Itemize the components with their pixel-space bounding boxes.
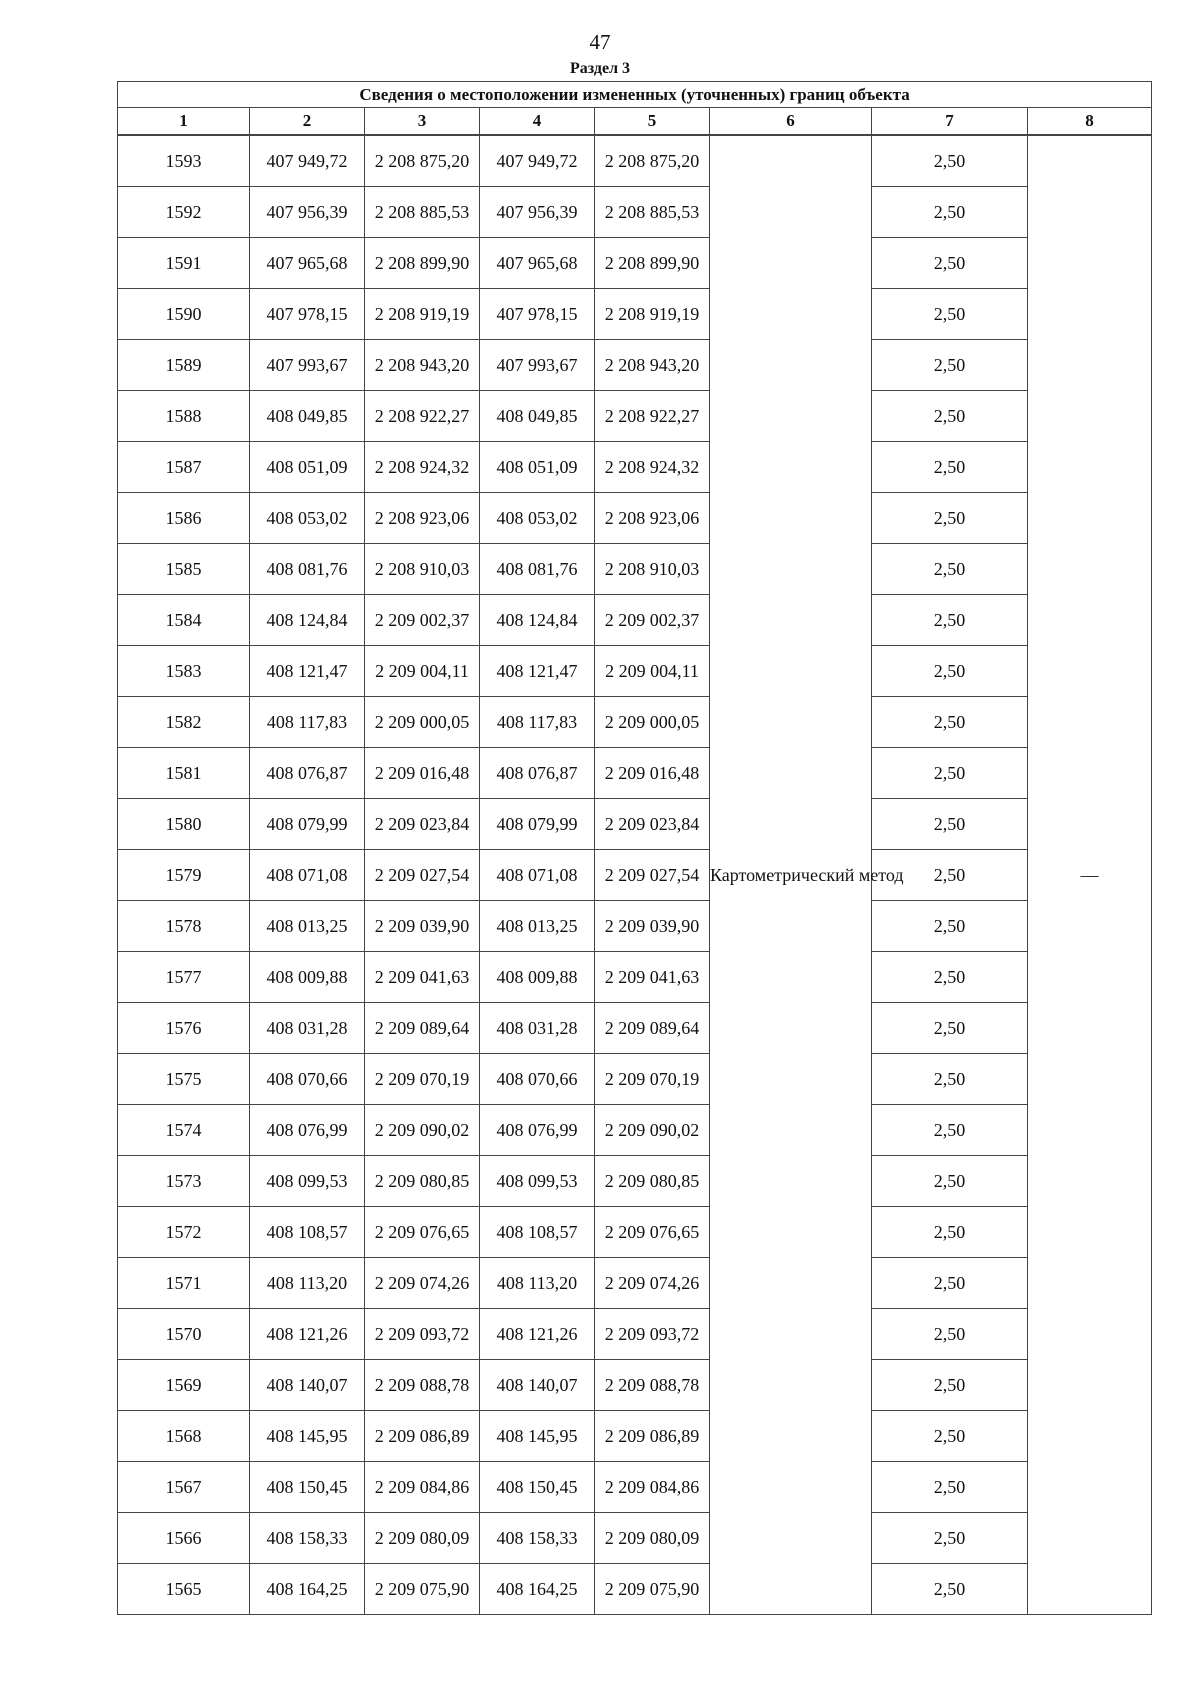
cell-x-new: 408 081,76 <box>480 544 595 595</box>
table-row <box>118 748 1152 799</box>
table-row <box>118 1360 1152 1411</box>
table-row <box>118 1003 1152 1054</box>
cell-y-new: 2 209 080,85 <box>595 1156 710 1207</box>
table-row <box>118 238 1152 289</box>
cell-accuracy: 2,50 <box>872 289 1028 340</box>
cell-y-new: 2 209 039,90 <box>595 901 710 952</box>
cell-accuracy: 2,50 <box>872 187 1028 238</box>
table-row <box>118 799 1152 850</box>
cell-x-new: 408 013,25 <box>480 901 595 952</box>
cell-y-old: 2 209 076,65 <box>365 1207 480 1258</box>
table-row <box>118 1054 1152 1105</box>
column-number: 2 <box>250 108 365 136</box>
cell-accuracy: 2,50 <box>872 1309 1028 1360</box>
cell-x-old: 408 140,07 <box>250 1360 365 1411</box>
cell-accuracy: 2,50 <box>872 646 1028 697</box>
cell-x-new: 408 076,99 <box>480 1105 595 1156</box>
table-caption: Сведения о местоположении измененных (уточненных) границ объекта <box>118 82 1152 108</box>
cell-y-old: 2 209 041,63 <box>365 952 480 1003</box>
cell-x-new: 407 978,15 <box>480 289 595 340</box>
cell-point: 1581 <box>118 748 250 799</box>
cell-accuracy: 2,50 <box>872 1003 1028 1054</box>
cell-x-new: 408 051,09 <box>480 442 595 493</box>
cell-x-new: 407 993,67 <box>480 340 595 391</box>
cell-x-new: 407 956,39 <box>480 187 595 238</box>
cell-y-new: 2 208 899,90 <box>595 238 710 289</box>
cell-x-new: 408 099,53 <box>480 1156 595 1207</box>
cell-accuracy: 2,50 <box>872 697 1028 748</box>
cell-accuracy: 2,50 <box>872 952 1028 1003</box>
column-number: 5 <box>595 108 710 136</box>
cell-y-old: 2 209 090,02 <box>365 1105 480 1156</box>
cell-x-old: 408 076,87 <box>250 748 365 799</box>
cell-y-old: 2 208 885,53 <box>365 187 480 238</box>
cell-point: 1582 <box>118 697 250 748</box>
cell-y-old: 2 209 000,05 <box>365 697 480 748</box>
cell-x-old: 408 031,28 <box>250 1003 365 1054</box>
cell-accuracy: 2,50 <box>872 850 1028 901</box>
cell-point: 1591 <box>118 238 250 289</box>
section-title: Раздел 3 <box>569 60 631 77</box>
table-row <box>118 493 1152 544</box>
table-row <box>118 1462 1152 1513</box>
table-row <box>118 595 1152 646</box>
cell-y-new: 2 209 080,09 <box>595 1513 710 1564</box>
cell-point: 1571 <box>118 1258 250 1309</box>
cell-y-new: 2 209 002,37 <box>595 595 710 646</box>
table-row <box>118 1411 1152 1462</box>
coordinates-table <box>117 81 1152 1615</box>
cell-x-old: 408 121,26 <box>250 1309 365 1360</box>
cell-point: 1583 <box>118 646 250 697</box>
cell-x-old: 408 164,25 <box>250 1564 365 1615</box>
cell-point: 1586 <box>118 493 250 544</box>
cell-point: 1588 <box>118 391 250 442</box>
cell-y-new: 2 209 093,72 <box>595 1309 710 1360</box>
cell-x-old: 408 071,08 <box>250 850 365 901</box>
cell-y-old: 2 209 088,78 <box>365 1360 480 1411</box>
table-row <box>118 1564 1152 1615</box>
table-row <box>118 952 1152 1003</box>
cell-accuracy: 2,50 <box>872 238 1028 289</box>
cell-y-old: 2 208 923,06 <box>365 493 480 544</box>
cell-accuracy: 2,50 <box>872 391 1028 442</box>
cell-x-new: 408 079,99 <box>480 799 595 850</box>
cell-x-new: 408 076,87 <box>480 748 595 799</box>
cell-y-new: 2 209 090,02 <box>595 1105 710 1156</box>
cell-x-new: 408 071,08 <box>480 850 595 901</box>
column-number: 4 <box>480 108 595 136</box>
cell-x-new: 408 053,02 <box>480 493 595 544</box>
cell-x-new: 408 108,57 <box>480 1207 595 1258</box>
cell-point: 1578 <box>118 901 250 952</box>
cell-x-old: 407 956,39 <box>250 187 365 238</box>
cell-accuracy: 2,50 <box>872 340 1028 391</box>
cell-point: 1572 <box>118 1207 250 1258</box>
cell-y-new: 2 209 004,11 <box>595 646 710 697</box>
cell-y-new: 2 208 922,27 <box>595 391 710 442</box>
cell-point: 1575 <box>118 1054 250 1105</box>
cell-accuracy: 2,50 <box>872 1564 1028 1615</box>
cell-y-old: 2 208 899,90 <box>365 238 480 289</box>
cell-accuracy: 2,50 <box>872 901 1028 952</box>
table-body <box>118 135 1152 1615</box>
table-row <box>118 1258 1152 1309</box>
cell-accuracy: 2,50 <box>872 748 1028 799</box>
column-number: 6 <box>710 108 872 136</box>
cell-y-new: 2 209 027,54 <box>595 850 710 901</box>
cell-x-new: 407 949,72 <box>480 135 595 187</box>
cell-y-new: 2 208 923,06 <box>595 493 710 544</box>
cell-accuracy: 2,50 <box>872 1156 1028 1207</box>
cell-y-new: 2 209 074,26 <box>595 1258 710 1309</box>
cell-x-old: 408 076,99 <box>250 1105 365 1156</box>
cell-point: 1589 <box>118 340 250 391</box>
cell-x-new: 408 124,84 <box>480 595 595 646</box>
table-row <box>118 1105 1152 1156</box>
cell-x-old: 408 049,85 <box>250 391 365 442</box>
cell-x-new: 408 121,47 <box>480 646 595 697</box>
cell-point: 1593 <box>118 135 250 187</box>
cell-accuracy: 2,50 <box>872 1411 1028 1462</box>
cell-y-old: 2 208 924,32 <box>365 442 480 493</box>
cell-x-new: 408 113,20 <box>480 1258 595 1309</box>
column-number: 8 <box>1028 108 1152 136</box>
cell-x-new: 408 121,26 <box>480 1309 595 1360</box>
cell-x-new: 407 965,68 <box>480 238 595 289</box>
cell-y-new: 2 208 910,03 <box>595 544 710 595</box>
cell-point: 1569 <box>118 1360 250 1411</box>
cell-y-new: 2 209 086,89 <box>595 1411 710 1462</box>
cell-y-new: 2 209 089,64 <box>595 1003 710 1054</box>
cell-y-old: 2 209 023,84 <box>365 799 480 850</box>
table-row <box>118 544 1152 595</box>
cell-x-old: 408 081,76 <box>250 544 365 595</box>
cell-y-old: 2 208 910,03 <box>365 544 480 595</box>
cell-point: 1576 <box>118 1003 250 1054</box>
cell-y-old: 2 209 080,09 <box>365 1513 480 1564</box>
cell-point: 1566 <box>118 1513 250 1564</box>
cell-point: 1565 <box>118 1564 250 1615</box>
cell-x-old: 407 965,68 <box>250 238 365 289</box>
cell-y-new: 2 208 919,19 <box>595 289 710 340</box>
cell-y-old: 2 209 075,90 <box>365 1564 480 1615</box>
cell-y-new: 2 209 075,90 <box>595 1564 710 1615</box>
cell-x-old: 408 124,84 <box>250 595 365 646</box>
cell-x-new: 408 049,85 <box>480 391 595 442</box>
cell-x-new: 408 031,28 <box>480 1003 595 1054</box>
cell-y-old: 2 209 084,86 <box>365 1462 480 1513</box>
table-row <box>118 1207 1152 1258</box>
cell-x-old: 407 978,15 <box>250 289 365 340</box>
cell-y-old: 2 209 027,54 <box>365 850 480 901</box>
cell-y-old: 2 209 086,89 <box>365 1411 480 1462</box>
cell-y-old: 2 209 093,72 <box>365 1309 480 1360</box>
cell-x-old: 408 121,47 <box>250 646 365 697</box>
cell-point: 1580 <box>118 799 250 850</box>
table-row <box>118 1513 1152 1564</box>
cell-y-old: 2 209 070,19 <box>365 1054 480 1105</box>
method-cell: Картометрический метод <box>710 135 872 1615</box>
cell-accuracy: 2,50 <box>872 1207 1028 1258</box>
table-row <box>118 850 1152 901</box>
cell-x-old: 408 099,53 <box>250 1156 365 1207</box>
table-row <box>118 289 1152 340</box>
cell-point: 1574 <box>118 1105 250 1156</box>
cell-accuracy: 2,50 <box>872 799 1028 850</box>
cell-x-old: 407 949,72 <box>250 135 365 187</box>
cell-y-new: 2 208 924,32 <box>595 442 710 493</box>
cell-y-new: 2 209 023,84 <box>595 799 710 850</box>
cell-y-old: 2 208 943,20 <box>365 340 480 391</box>
cell-y-new: 2 209 088,78 <box>595 1360 710 1411</box>
cell-x-new: 408 140,07 <box>480 1360 595 1411</box>
table-row <box>118 901 1152 952</box>
cell-y-new: 2 209 000,05 <box>595 697 710 748</box>
table-row <box>118 187 1152 238</box>
cell-y-new: 2 209 070,19 <box>595 1054 710 1105</box>
cell-x-new: 408 145,95 <box>480 1411 595 1462</box>
cell-x-old: 408 009,88 <box>250 952 365 1003</box>
cell-x-old: 408 117,83 <box>250 697 365 748</box>
table-row <box>118 1156 1152 1207</box>
table-row <box>118 697 1152 748</box>
cell-point: 1579 <box>118 850 250 901</box>
cell-point: 1573 <box>118 1156 250 1207</box>
cell-x-old: 408 158,33 <box>250 1513 365 1564</box>
cell-accuracy: 2,50 <box>872 1513 1028 1564</box>
cell-x-old: 408 145,95 <box>250 1411 365 1462</box>
cell-y-new: 2 209 076,65 <box>595 1207 710 1258</box>
cell-point: 1590 <box>118 289 250 340</box>
cell-accuracy: 2,50 <box>872 1054 1028 1105</box>
cell-accuracy: 2,50 <box>872 135 1028 187</box>
cell-y-new: 2 209 016,48 <box>595 748 710 799</box>
cell-y-old: 2 209 016,48 <box>365 748 480 799</box>
cell-y-old: 2 209 039,90 <box>365 901 480 952</box>
cell-accuracy: 2,50 <box>872 493 1028 544</box>
column-number: 1 <box>118 108 250 136</box>
table-row <box>118 340 1152 391</box>
cell-x-new: 408 164,25 <box>480 1564 595 1615</box>
cell-x-old: 408 053,02 <box>250 493 365 544</box>
cell-accuracy: 2,50 <box>872 1258 1028 1309</box>
cell-x-old: 408 150,45 <box>250 1462 365 1513</box>
cell-x-new: 408 009,88 <box>480 952 595 1003</box>
cell-y-new: 2 208 885,53 <box>595 187 710 238</box>
cell-point: 1570 <box>118 1309 250 1360</box>
table-row <box>118 1309 1152 1360</box>
cell-point: 1568 <box>118 1411 250 1462</box>
cell-accuracy: 2,50 <box>872 1462 1028 1513</box>
note-cell: — <box>1028 135 1152 1615</box>
cell-x-new: 408 070,66 <box>480 1054 595 1105</box>
cell-y-old: 2 209 074,26 <box>365 1258 480 1309</box>
cell-y-old: 2 208 875,20 <box>365 135 480 187</box>
cell-accuracy: 2,50 <box>872 544 1028 595</box>
cell-accuracy: 2,50 <box>872 1105 1028 1156</box>
table-row <box>118 391 1152 442</box>
cell-accuracy: 2,50 <box>872 442 1028 493</box>
cell-point: 1585 <box>118 544 250 595</box>
cell-x-new: 408 158,33 <box>480 1513 595 1564</box>
page-number: 47 <box>589 30 611 54</box>
cell-accuracy: 2,50 <box>872 595 1028 646</box>
cell-x-new: 408 117,83 <box>480 697 595 748</box>
cell-y-old: 2 209 002,37 <box>365 595 480 646</box>
cell-y-new: 2 209 084,86 <box>595 1462 710 1513</box>
cell-accuracy: 2,50 <box>872 1360 1028 1411</box>
cell-point: 1587 <box>118 442 250 493</box>
cell-x-old: 408 051,09 <box>250 442 365 493</box>
cell-y-old: 2 209 004,11 <box>365 646 480 697</box>
cell-y-new: 2 208 875,20 <box>595 135 710 187</box>
cell-x-old: 407 993,67 <box>250 340 365 391</box>
cell-y-new: 2 208 943,20 <box>595 340 710 391</box>
cell-point: 1584 <box>118 595 250 646</box>
column-number: 3 <box>365 108 480 136</box>
cell-x-old: 408 013,25 <box>250 901 365 952</box>
cell-y-old: 2 208 922,27 <box>365 391 480 442</box>
cell-x-old: 408 113,20 <box>250 1258 365 1309</box>
cell-x-old: 408 079,99 <box>250 799 365 850</box>
cell-x-old: 408 070,66 <box>250 1054 365 1105</box>
cell-point: 1577 <box>118 952 250 1003</box>
cell-point: 1567 <box>118 1462 250 1513</box>
table-row <box>118 646 1152 697</box>
cell-x-new: 408 150,45 <box>480 1462 595 1513</box>
table-row <box>118 135 1152 187</box>
cell-y-old: 2 209 080,85 <box>365 1156 480 1207</box>
cell-y-old: 2 208 919,19 <box>365 289 480 340</box>
cell-point: 1592 <box>118 187 250 238</box>
table-row <box>118 442 1152 493</box>
cell-y-old: 2 209 089,64 <box>365 1003 480 1054</box>
cell-y-new: 2 209 041,63 <box>595 952 710 1003</box>
cell-x-old: 408 108,57 <box>250 1207 365 1258</box>
column-number: 7 <box>872 108 1028 136</box>
